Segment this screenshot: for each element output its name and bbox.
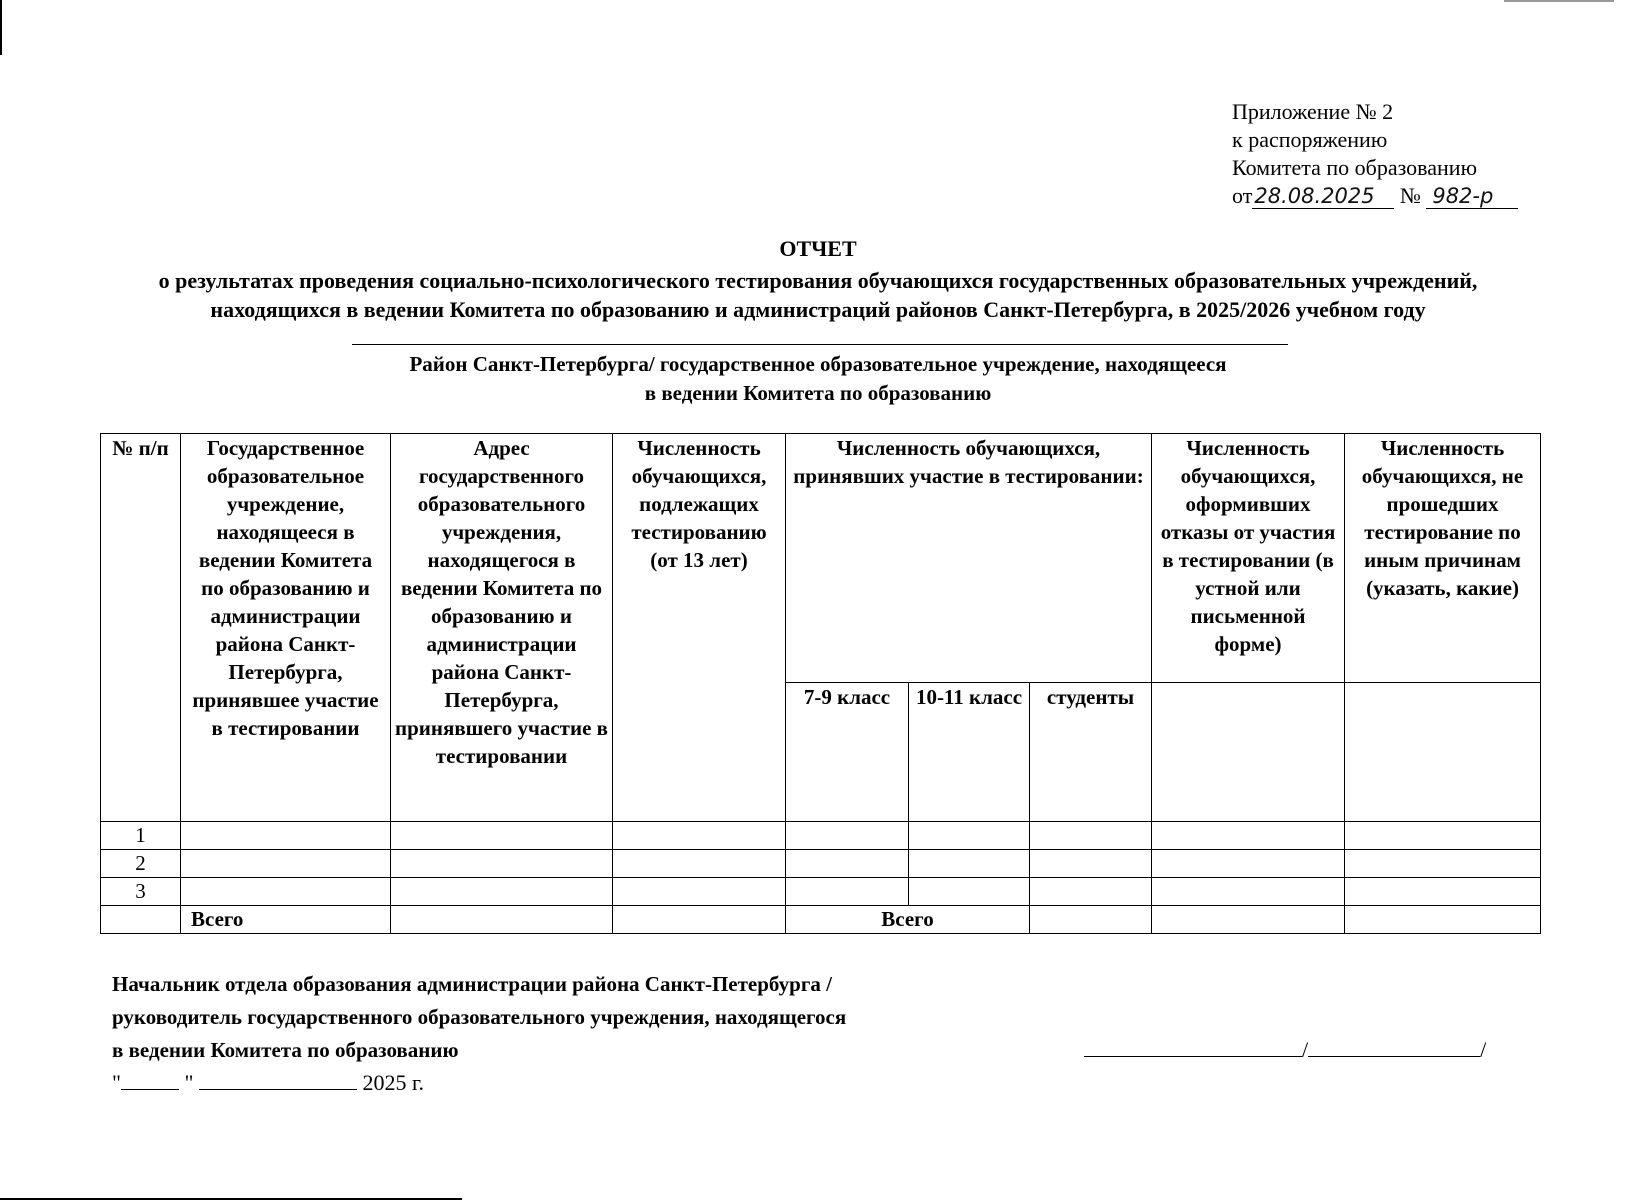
row-number: 1 bbox=[101, 822, 181, 850]
table-cell bbox=[1152, 822, 1345, 850]
total-label: Всего bbox=[181, 906, 391, 934]
table-cell bbox=[909, 878, 1030, 906]
header-row-1 bbox=[101, 434, 1541, 683]
signature-title-line-3: в ведении Комитета по образованию bbox=[112, 1038, 459, 1062]
header-institution: Государственное образовательное учреждение, находящееся в ведении Комитета по образованию и администрации района Санкт-Петербурга, принявшее участие в тестировании bbox=[181, 434, 391, 822]
number-label: № bbox=[1399, 183, 1421, 208]
slash-1: / bbox=[1302, 1037, 1309, 1062]
day-blank[interactable] bbox=[121, 1067, 179, 1090]
header-not-tested: Численность обучающихся, не прошедших тестирование по иным причинам (указать, какие) bbox=[1345, 434, 1541, 683]
scan-edge-mark-left bbox=[0, 0, 2, 55]
table-cell bbox=[101, 906, 181, 934]
table-cell bbox=[391, 850, 613, 878]
row-number: 3 bbox=[101, 878, 181, 906]
header-not-tested-sub bbox=[1345, 683, 1541, 822]
report-subtitle-line-2: находящихся в ведении Комитета по образованию и администраций районов Санкт-Петербурга, в 2025/2026 учебном году bbox=[210, 297, 1426, 322]
table-cell bbox=[391, 878, 613, 906]
header-participated: Численность обучающихся, принявших участие в тестировании: bbox=[786, 434, 1152, 683]
total-label-participated: Всего bbox=[786, 906, 1030, 934]
signature-lines bbox=[1084, 1034, 1486, 1063]
table-cell bbox=[181, 822, 391, 850]
scan-edge-mark-top bbox=[1504, 0, 1614, 2]
district-fill-line bbox=[352, 344, 1288, 345]
report-table bbox=[100, 433, 1541, 934]
year-text: 2025 г. bbox=[362, 1070, 425, 1095]
appendix-block bbox=[1232, 98, 1518, 210]
signature-title-line-2: руководитель государственного образовательного учреждения, находящегося bbox=[112, 1005, 847, 1029]
appendix-line-3: Комитета по образованию bbox=[1232, 155, 1478, 180]
table-cell bbox=[181, 878, 391, 906]
table-cell bbox=[1152, 850, 1345, 878]
table-cell bbox=[613, 850, 786, 878]
table-cell bbox=[181, 850, 391, 878]
signature-title-line-1: Начальник отдела образования администрации района Санкт-Петербурга / bbox=[112, 972, 832, 996]
appendix-line-2: к распоряжению bbox=[1232, 127, 1388, 152]
header-num: № п/п bbox=[101, 434, 181, 822]
table-row bbox=[101, 850, 1541, 878]
table-cell bbox=[786, 850, 909, 878]
handwritten-number: 982-р bbox=[1426, 184, 1518, 209]
table-cell bbox=[786, 822, 909, 850]
district-caption-line-1: Район Санкт-Петербурга/ государственное образовательное учреждение, находящееся bbox=[409, 352, 1227, 376]
table-cell bbox=[786, 878, 909, 906]
row-number: 2 bbox=[101, 850, 181, 878]
table-row bbox=[101, 822, 1541, 850]
quote-open: " bbox=[112, 1070, 121, 1095]
table-cell bbox=[909, 822, 1030, 850]
table-cell bbox=[391, 822, 613, 850]
table-cell bbox=[909, 850, 1030, 878]
table-cell bbox=[1152, 906, 1345, 934]
header-refused-sub bbox=[1152, 683, 1345, 822]
quote-close: " bbox=[184, 1070, 194, 1095]
table-cell bbox=[1030, 906, 1152, 934]
report-heading: ОТЧЕТ bbox=[779, 236, 857, 261]
month-blank[interactable] bbox=[199, 1067, 357, 1090]
table-cell bbox=[1030, 850, 1152, 878]
table-cell bbox=[1030, 822, 1152, 850]
table-cell bbox=[613, 878, 786, 906]
header-subject-count: Численность обучающихся, подлежащих тестированию (от 13 лет) bbox=[613, 434, 786, 822]
report-subtitle-line-1: о результатах проведения социально-психологического тестирования обучающихся государственных образовательных учреждений, bbox=[158, 268, 1478, 293]
header-grade-10-11: 10-11 класс bbox=[909, 683, 1030, 822]
table-cell bbox=[391, 906, 613, 934]
table-row bbox=[101, 878, 1541, 906]
table-cell bbox=[1152, 878, 1345, 906]
district-caption-line-2: в ведении Комитета по образованию bbox=[644, 381, 992, 405]
table-cell bbox=[1345, 906, 1541, 934]
signature-blank[interactable] bbox=[1084, 1034, 1302, 1057]
header-students: студенты bbox=[1030, 683, 1152, 822]
appendix-line-4 bbox=[1232, 182, 1518, 210]
handwritten-date: 28.08.2025 bbox=[1252, 184, 1394, 209]
header-grade-7-9: 7-9 класс bbox=[786, 683, 909, 822]
table-cell bbox=[1345, 878, 1541, 906]
slash-2: / bbox=[1480, 1037, 1487, 1062]
table-cell bbox=[1345, 822, 1541, 850]
total-row bbox=[101, 906, 1541, 934]
table-cell bbox=[1030, 878, 1152, 906]
name-blank[interactable] bbox=[1308, 1034, 1480, 1057]
table-cell bbox=[1345, 850, 1541, 878]
table-cell bbox=[613, 906, 786, 934]
from-label: от bbox=[1232, 183, 1253, 208]
appendix-line-1: Приложение № 2 bbox=[1232, 99, 1394, 124]
signature-date bbox=[112, 1067, 424, 1096]
table-cell bbox=[613, 822, 786, 850]
header-address: Адрес государственного образовательного учреждения, находящегося в ведении Комитета по образованию и администрации района Санкт-Петербурга, принявшего участие в тестировании bbox=[391, 434, 613, 822]
header-refused: Численность обучающихся, оформивших отказы от участия в тестировании (в устной или письменной форме) bbox=[1152, 434, 1345, 683]
